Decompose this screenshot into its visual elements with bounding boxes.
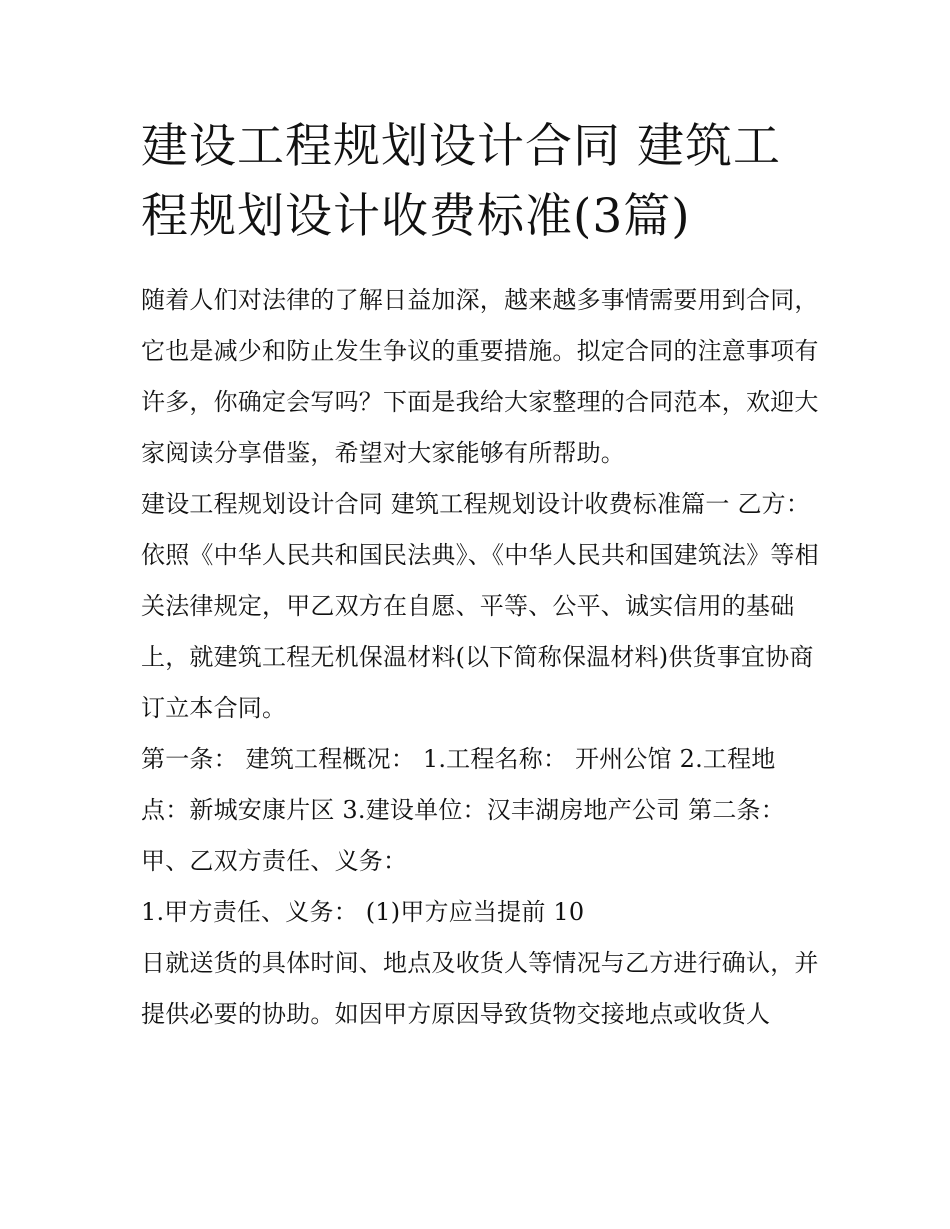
document-title: 建设工程规划设计合同 建筑工程规划设计收费标准(3篇): [141, 119, 781, 244]
paragraph-intro: 随着人们对法律的了解日益加深，越来越多事情需要用到合同，它也是减少和防止发生争议的重要措施。拟定合同的注意事项有许多，你确定会写吗？下面是我给大家整理的合同范本，欢迎大家阅读分享借鉴，希望对大家能够有所帮助。: [141, 286, 819, 467]
paragraph-section-heading: 建设工程规划设计合同 建筑工程规划设计收费标准篇一 乙方：: [141, 490, 811, 518]
paragraph-party-a-duties: 1.甲方责任、义务： (1)甲方应当提前 10: [141, 898, 585, 926]
paragraph-legal-basis: 依照《中华人民共和国民法典》、《中华人民共和国建筑法》等相关法律规定，甲乙双方在自愿、平等、公平、诚实信用的基础上，就建筑工程无机保温材料(以下简称保温材料)供货事宜协商订立本合同。: [141, 541, 819, 722]
paragraph-article-one: 第一条： 建筑工程概况： 1.工程名称： 开州公馆 2.工程地点：新城安康片区 3.建设单位：汉丰湖房地产公司 第二条：甲、乙双方责任、义务：: [141, 745, 785, 875]
document-body: [141, 275, 821, 1040]
paragraph-delivery: 日就送货的具体时间、地点及收货人等情况与乙方进行确认，并提供必要的协助。如因甲方原因导致货物交接地点或收货人: [141, 949, 819, 1028]
